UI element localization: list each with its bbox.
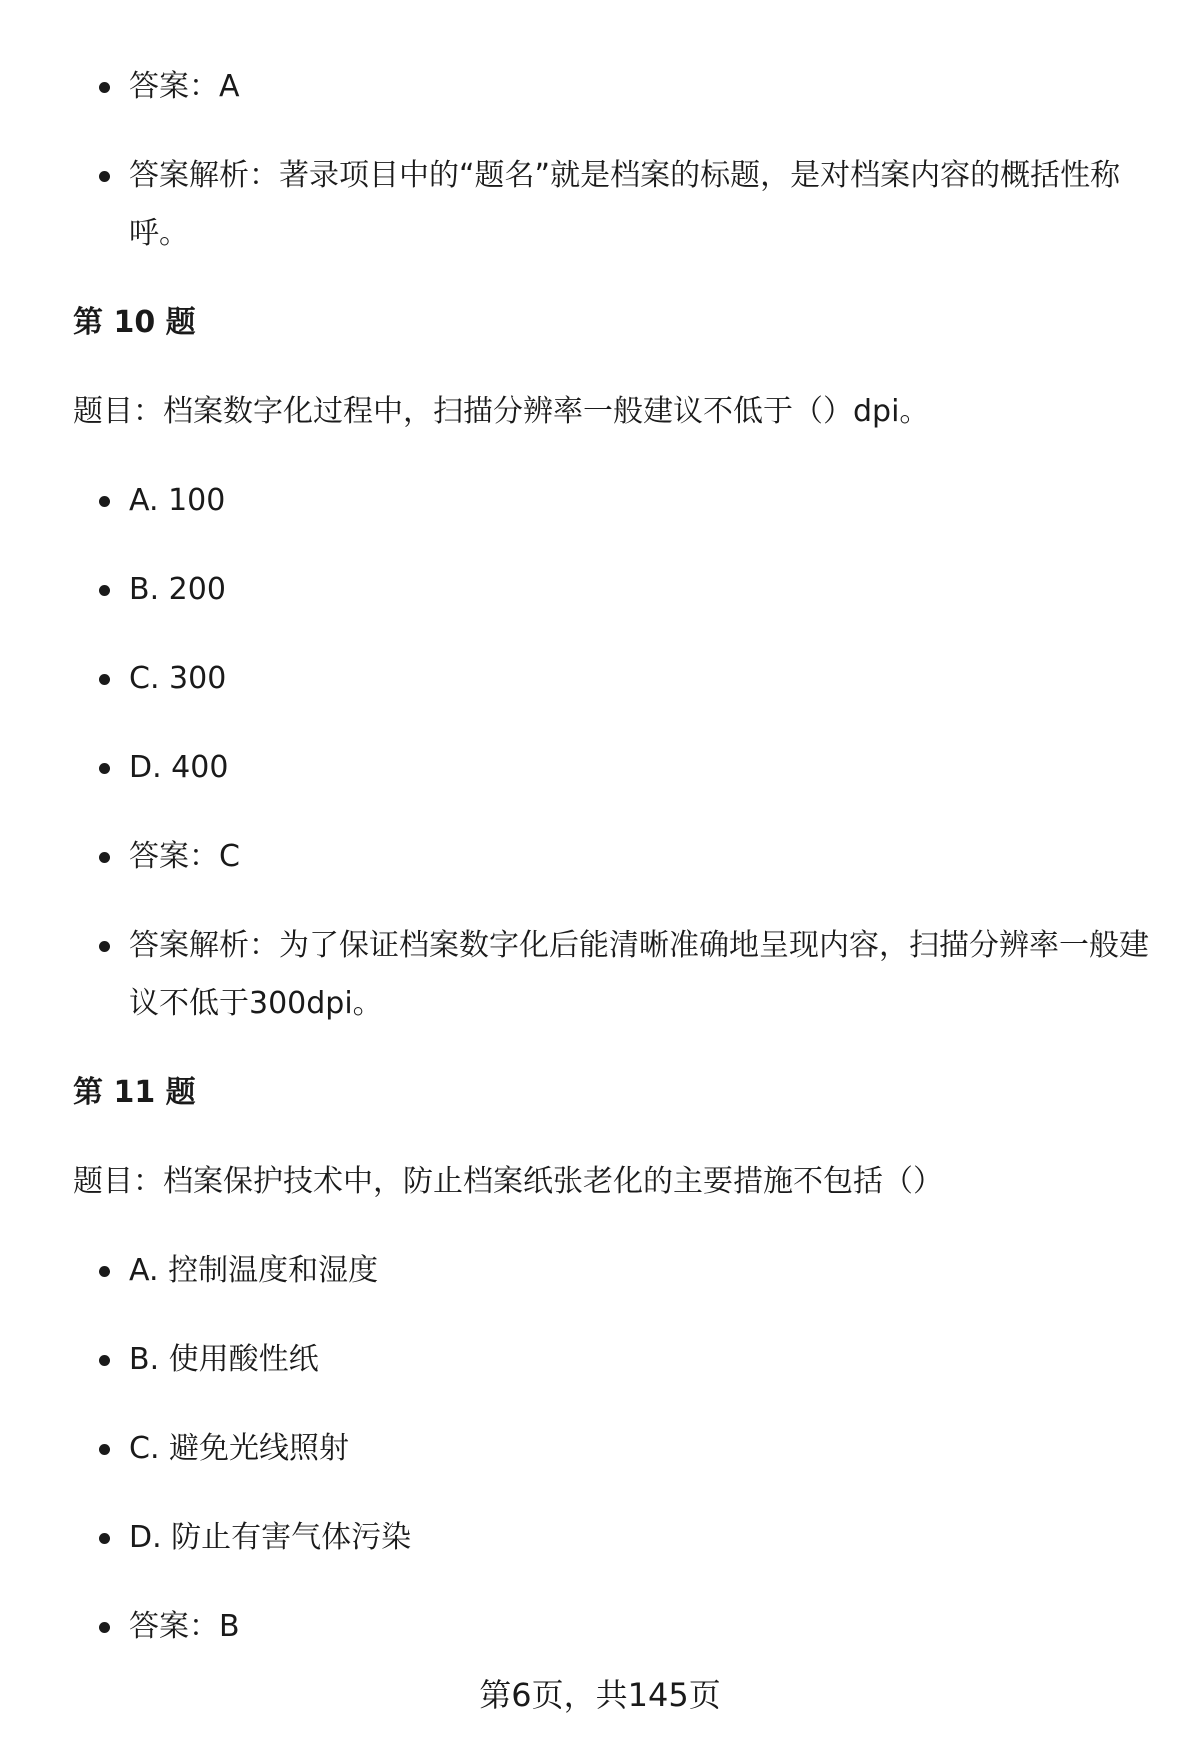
bullet-icon (99, 1444, 110, 1455)
explanation-text: 答案解析：为了保证档案数字化后能清晰准确地呈现内容，扫描分辨率一般建议不低于300dpi。 (129, 928, 1149, 1021)
answer-text: 答案：C (129, 839, 240, 874)
option-text: D. 防止有害气体污染 (129, 1520, 412, 1555)
question-10-heading: 第 10 题 (73, 305, 196, 340)
question-10-option-c (73, 650, 1153, 708)
question-11-answer (73, 1598, 1153, 1656)
option-text: C. 避免光线照射 (129, 1431, 350, 1466)
bullet-icon (99, 82, 110, 93)
question-10-stem: 题目：档案数字化过程中，扫描分辨率一般建议不低于（）dpi。 (73, 394, 930, 429)
prev-explanation-item (73, 147, 1153, 263)
question-10-explanation (73, 917, 1153, 1033)
bullet-icon (99, 763, 110, 774)
question-11-option-b (73, 1331, 1153, 1389)
option-text: C. 300 (129, 661, 227, 696)
option-text: D. 400 (129, 750, 229, 785)
option-text: B. 200 (129, 572, 226, 607)
bullet-icon (99, 1622, 110, 1633)
question-11-heading: 第 11 题 (73, 1075, 196, 1110)
bullet-icon (99, 852, 110, 863)
answer-text: 答案：B (129, 1609, 240, 1644)
bullet-icon (99, 941, 110, 952)
question-11-stem: 题目：档案保护技术中，防止档案纸张老化的主要措施不包括（） (73, 1164, 943, 1199)
document-body (73, 58, 1153, 1687)
question-11-option-a (73, 1242, 1153, 1300)
bullet-icon (99, 496, 110, 507)
prev-answer-item (73, 58, 1153, 116)
bullet-icon (99, 674, 110, 685)
answer-text: 答案：A (129, 69, 240, 104)
explanation-text: 答案解析：著录项目中的“题名”就是档案的标题，是对档案内容的概括性称呼。 (129, 158, 1121, 251)
option-text: A. 控制温度和湿度 (129, 1253, 379, 1288)
question-11-option-c (73, 1420, 1153, 1478)
option-text: B. 使用酸性纸 (129, 1342, 319, 1377)
bullet-icon (99, 1533, 110, 1544)
question-11-option-d (73, 1509, 1153, 1567)
question-10-option-d (73, 739, 1153, 797)
question-10-option-a (73, 472, 1153, 530)
bullet-icon (99, 1355, 110, 1366)
page-number-footer: 第6页，共145页 (479, 1676, 721, 1714)
bullet-icon (99, 585, 110, 596)
bullet-icon (99, 171, 110, 182)
bullet-icon (99, 1266, 110, 1277)
question-10-answer (73, 828, 1153, 886)
question-10-option-b (73, 561, 1153, 619)
option-text: A. 100 (129, 483, 226, 518)
